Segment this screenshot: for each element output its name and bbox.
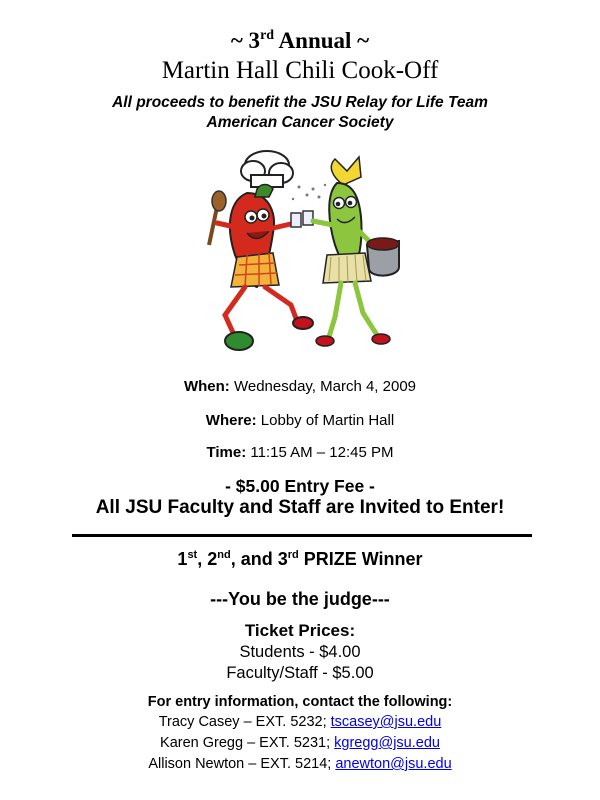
where-line — [0, 412, 600, 430]
where-value: Lobby of Martin Hall — [256, 412, 395, 429]
contact-row — [0, 713, 600, 731]
prize-third: , and 3 — [230, 549, 288, 569]
prize-second: , 2 — [197, 549, 218, 569]
contact-row — [0, 734, 600, 752]
where-label: Where: — [205, 412, 257, 429]
prize-first-suffix: st — [187, 549, 198, 561]
wooden-spoon-icon — [209, 191, 226, 245]
annual-number: ~ 3 — [230, 28, 261, 53]
time-label: Time: — [206, 444, 247, 461]
student-price: Students - $4.00 — [239, 643, 361, 661]
time-line — [0, 444, 600, 462]
prize-second-suffix: nd — [217, 549, 231, 561]
email-link[interactable]: kgregg@jsu.edu — [334, 735, 440, 751]
faculty-price: Faculty/Staff - $5.00 — [226, 664, 374, 682]
invitation-text: All JSU Faculty and Staff are Invited to Enter! — [95, 497, 505, 518]
benefit-line-2: American Cancer Society — [206, 114, 394, 131]
annual-heading — [0, 28, 600, 54]
red-shoe-icon — [293, 317, 313, 329]
prize-heading — [0, 547, 600, 571]
red-pepper-icon — [217, 185, 297, 338]
when-line — [0, 378, 600, 396]
benefit-line-1: All proceeds to benefit the JSU Relay for Life Team — [112, 94, 488, 111]
chili-pot-icon — [367, 238, 399, 276]
contact-name: Tracy Casey – EXT. 5232; — [158, 714, 331, 730]
time-value: 11:15 AM – 12:45 PM — [246, 444, 394, 461]
contact-name: Karen Gregg – EXT. 5231; — [160, 735, 335, 751]
entry-fee: - $5.00 Entry Fee - — [225, 476, 375, 496]
divider — [72, 534, 532, 537]
contact-row — [0, 755, 600, 773]
benefit-text — [0, 93, 600, 133]
prize-third-suffix: rd — [287, 549, 299, 561]
when-value: Wednesday, March 4, 2009 — [229, 378, 417, 395]
dancing-chili-peppers-illustration — [195, 145, 405, 360]
ordinal-suffix: rd — [260, 28, 275, 43]
judge-text: ---You be the judge--- — [210, 589, 390, 609]
prize-first: 1 — [177, 549, 188, 569]
chef-hat-icon — [241, 151, 293, 187]
email-link[interactable]: anewton@jsu.edu — [335, 756, 452, 772]
prize-label: PRIZE Winner — [298, 549, 423, 569]
ticket-prices-heading: Ticket Prices: — [244, 621, 356, 640]
green-shoe-icon — [225, 332, 253, 350]
when-label: When: — [183, 378, 230, 395]
contact-name: Allison Newton – EXT. 5214; — [148, 756, 336, 772]
annual-label: Annual ~ — [274, 28, 370, 53]
email-link[interactable]: tscasey@jsu.edu — [330, 714, 442, 730]
contact-heading: For entry information, contact the following: — [147, 694, 453, 710]
event-title: Martin Hall Chili Cook-Off — [161, 57, 439, 84]
